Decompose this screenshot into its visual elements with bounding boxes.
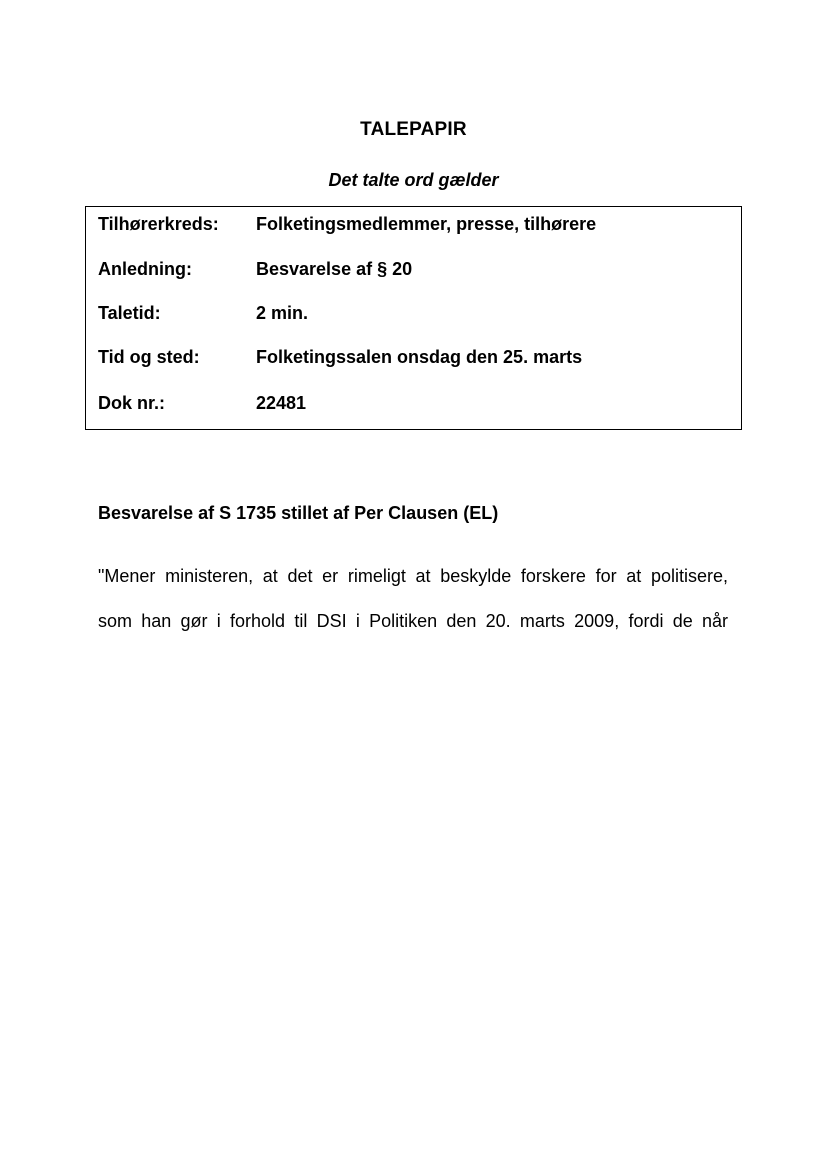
page-subtitle: Det talte ord gælder	[328, 170, 499, 190]
info-value: Besvarelse af § 20	[256, 259, 413, 279]
info-label: Tilhørerkreds:	[98, 214, 219, 234]
info-label: Anledning:	[98, 259, 192, 279]
info-table	[85, 206, 742, 430]
section-heading: Besvarelse af S 1735 stillet af Per Clausen (EL)	[98, 503, 499, 523]
body-text-line: "Mener ministeren, at det er rimeligt at beskylde forskere for at politisere,	[98, 566, 728, 586]
info-value: 2 min.	[256, 303, 309, 323]
info-label: Tid og sted:	[98, 347, 200, 367]
info-value: 22481	[256, 393, 307, 413]
info-label: Taletid:	[98, 303, 161, 323]
info-label: Dok nr.:	[98, 393, 166, 413]
info-value: Folketingsmedlemmer, presse, tilhørere	[256, 214, 597, 234]
info-value: Folketingssalen onsdag den 25. marts	[256, 347, 583, 367]
page-title: TALEPAPIR	[360, 119, 467, 140]
body-text-line: som han gør i forhold til DSI i Politiken den 20. marts 2009, fordi de når	[98, 611, 728, 631]
